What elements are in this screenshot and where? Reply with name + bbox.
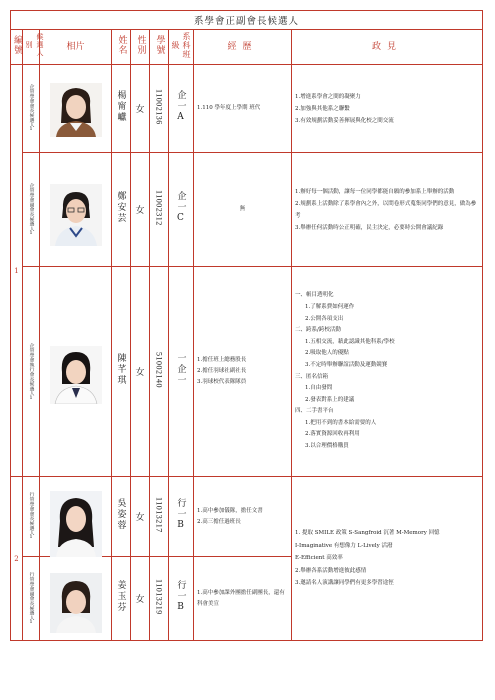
candidate-role: 行管學會副會長候選人1	[28, 572, 34, 625]
header-row	[11, 30, 483, 65]
candidate-class: 一企一	[175, 353, 186, 386]
candidate-photo	[50, 184, 102, 236]
candidate-platform: 一、帳目透明化 1.了解系費如何運作 2.公開各項支出 二、跨系/跨校活動 1.五相交流，藉此認識其他科系/學校 2.吸取他人的優點 3.不定時舉辦聯誼活動及運動競賽 三、匿名信箱 1.自由發問 2.發表對系上的建議 四、二手書平台 1.把用不到的書本給需要的人 2.落實資源回收再利用 3.以合理價格購買	[292, 267, 483, 477]
candidate-photo	[50, 346, 102, 398]
candidate-row	[11, 267, 483, 477]
candidate-gender: 女	[131, 267, 150, 477]
candidate-name: 姜玉芬	[115, 580, 126, 613]
candidate-name: 吳姿蓉	[115, 498, 126, 531]
candidate-experience: 無	[194, 153, 292, 267]
candidate-photo	[50, 491, 102, 543]
candidate-name: 鄭安芸	[115, 191, 126, 224]
candidate-gender: 女	[131, 153, 150, 267]
candidate-gender: 女	[131, 557, 150, 641]
header-gender: 性別	[131, 30, 150, 65]
candidate-class: 行一B	[175, 497, 186, 532]
candidate-experience: 1.高中參加課外團擔任副團長，還有科會美宣	[194, 557, 292, 641]
candidate-gender: 女	[131, 65, 150, 153]
candidate-class: 行一B	[175, 579, 186, 614]
candidate-gender: 女	[131, 477, 150, 557]
sheet-title: 系學會正副會長候選人	[11, 11, 483, 30]
candidate-sid: 11002136	[154, 88, 164, 125]
candidate-class: 企一C	[175, 190, 186, 225]
candidate-photo	[50, 83, 102, 135]
candidate-role: 企管學會會長候選人1	[28, 84, 34, 133]
header-class: 系科班級	[169, 30, 194, 65]
candidate-name: 陳芊琪	[115, 353, 126, 386]
candidate-name: 楊甯巘	[115, 90, 126, 123]
group-platform: 1. 提取 SMILE 政策 S-Sangfroid 沉著 M-Memory 回憶 I-Imaginative 有想像力 L-Lively 活潑 E-Efficient 高效率 2.舉辦各系活動增進彼此感情 3.邀請名人演講讓同學們有更多學習途徑	[292, 477, 483, 641]
candidate-row	[11, 153, 483, 267]
candidate-table	[10, 10, 483, 641]
candidate-platform: 1.辦好每一個活動，讓每一位同學都能自願的參加系上舉辦的活動 2.規劃系上活動除了系學會內之外，以問卷形式蒐集同學們的意見，做為參考 3.舉辦任何活動時公正明確，民主決定，必要時公開會議紀錄	[292, 153, 483, 267]
candidate-role: 企管學會執行會長候選人1	[28, 342, 34, 401]
header-platform: 政見	[292, 30, 483, 65]
candidate-role: 企管學會副會長候選人1	[28, 183, 34, 236]
candidate-experience: 1.高中參加儀隊，擔任文書 2.高三擔任過班長	[194, 477, 292, 557]
candidate-role: 行管學會會長候選人1	[28, 492, 34, 541]
candidate-sheet	[10, 10, 482, 645]
candidate-row	[11, 65, 483, 153]
header-group: 編號	[11, 30, 23, 65]
candidate-photo	[50, 573, 102, 625]
header-sid: 學號	[150, 30, 169, 65]
group-number: 1	[11, 65, 23, 477]
candidate-class: 企一A	[175, 89, 186, 124]
candidate-sid: 11013219	[154, 578, 164, 615]
candidate-experience: 1.110 學年度上學期 班代	[194, 65, 292, 153]
candidate-experience: 1.擔任班上總務股長 2.擔任羽球社副社長 3.羽球校代表隊隊員	[194, 267, 292, 477]
group-number: 2	[11, 477, 23, 641]
header-experience: 經歷	[194, 30, 292, 65]
candidate-sid: 11013217	[154, 496, 164, 533]
candidate-sid: 51002140	[154, 351, 164, 388]
header-name: 姓名	[112, 30, 131, 65]
candidate-sid: 11002312	[154, 189, 164, 226]
header-photo: 相片	[40, 30, 112, 65]
candidate-platform: 1.增進系學會之間的凝聚力 2.加強與其他系之聯繫 3.有效規劃活動妥善揮展與化校之間交流	[292, 65, 483, 153]
candidate-row	[11, 477, 483, 557]
header-role: 候選人別	[23, 30, 40, 65]
